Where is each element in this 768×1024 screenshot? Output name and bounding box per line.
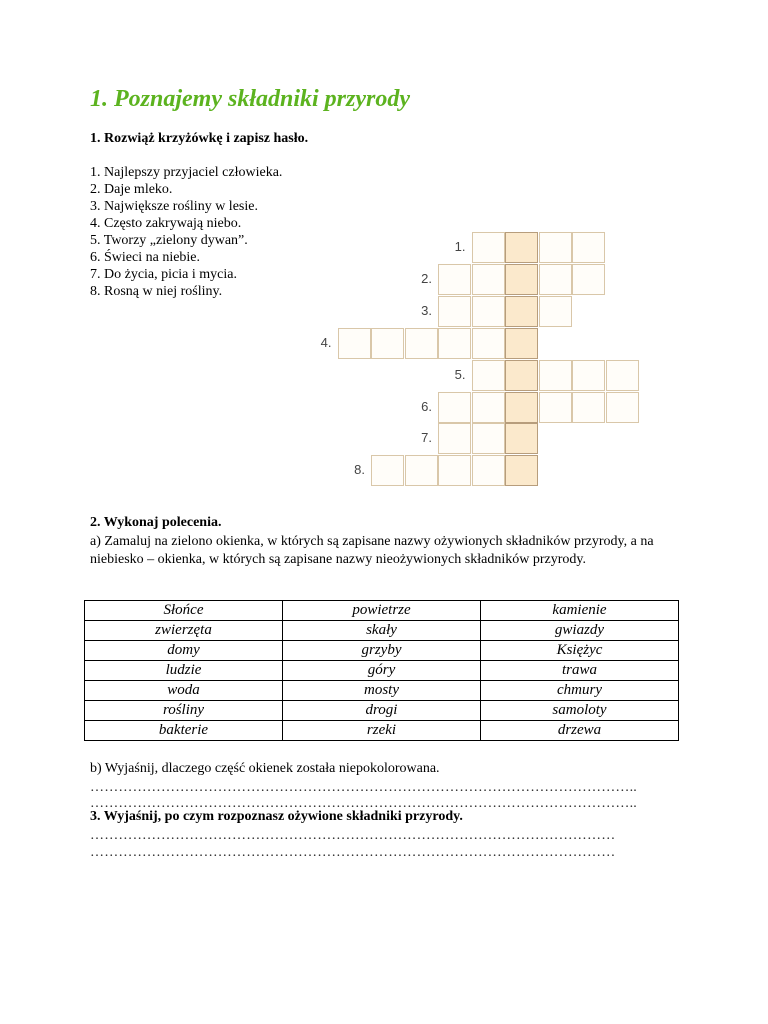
crossword-key-cell[interactable] [505, 264, 538, 295]
word-cell[interactable]: Słońce [85, 601, 283, 621]
crossword-cell[interactable] [539, 296, 572, 327]
crossword-cell[interactable] [438, 264, 471, 295]
crossword-cell[interactable] [472, 264, 505, 295]
word-cell[interactable]: ludzie [85, 661, 283, 681]
crossword-cell[interactable] [606, 360, 639, 391]
crossword-cell[interactable] [472, 455, 505, 486]
answer-line-b-2[interactable]: …………………………………………………………………………………………………….. [90, 796, 637, 811]
word-cell[interactable]: domy [85, 641, 283, 661]
word-cell[interactable]: rośliny [85, 701, 283, 721]
clue-1: 1. Najlepszy przyjaciel człowieka. [90, 165, 283, 180]
words-table [84, 600, 679, 741]
crossword-row-number: 1. [454, 239, 466, 254]
word-cell[interactable]: drogi [283, 701, 481, 721]
word-cell[interactable]: góry [283, 661, 481, 681]
word-cell[interactable]: grzyby [283, 641, 481, 661]
answer-line-b-1[interactable]: …………………………………………………………………………………………………….. [90, 780, 637, 795]
crossword-key-cell[interactable] [505, 392, 538, 423]
crossword-row-number: 8. [354, 462, 365, 478]
clue-3: 3. Największe rośliny w lesie. [90, 199, 258, 214]
crossword-key-cell[interactable] [505, 423, 538, 454]
crossword-cell[interactable] [572, 392, 605, 423]
word-cell[interactable]: drzewa [481, 721, 679, 741]
crossword-cell[interactable] [438, 328, 471, 359]
task2-heading: 2. Wykonaj polecenia. [90, 515, 222, 530]
crossword-cell[interactable] [472, 423, 505, 454]
words-table-row [85, 641, 679, 661]
clue-7: 7. Do życia, picia i mycia. [90, 267, 237, 282]
words-table-row [85, 661, 679, 681]
clue-4: 4. Często zakrywają niebo. [90, 216, 242, 231]
crossword-cell[interactable] [472, 392, 505, 423]
words-table-row [85, 721, 679, 741]
word-cell[interactable]: skały [283, 621, 481, 641]
crossword-cell[interactable] [539, 392, 572, 423]
answer-line-3-2[interactable]: ………………………………………………………………………………………………… [90, 845, 616, 860]
answer-line-3-1[interactable]: ………………………………………………………………………………………………… [90, 828, 616, 843]
crossword-cell[interactable] [606, 392, 639, 423]
crossword-cell[interactable] [371, 328, 404, 359]
clue-6: 6. Świeci na niebie. [90, 250, 201, 265]
word-cell[interactable]: Księżyc [481, 641, 679, 661]
crossword-cell[interactable] [405, 328, 438, 359]
crossword-cell[interactable] [438, 392, 471, 423]
crossword-cell[interactable] [572, 360, 605, 391]
word-cell[interactable]: chmury [481, 681, 679, 701]
crossword-key-cell[interactable] [505, 328, 538, 359]
task2-part-b-question: b) Wyjaśnij, dlaczego część okienek została niepokolorowana. [90, 761, 440, 776]
crossword-cell[interactable] [472, 328, 505, 359]
crossword-cell[interactable] [338, 328, 371, 359]
crossword-row-number: 4. [320, 334, 332, 350]
task1-heading: 1. Rozwiąż krzyżówkę i zapisz hasło. [90, 131, 309, 146]
word-cell[interactable]: mosty [283, 681, 481, 701]
crossword-cell[interactable] [539, 232, 572, 263]
crossword-cell[interactable] [539, 264, 572, 295]
crossword-key-cell[interactable] [505, 296, 538, 327]
words-table-row [85, 621, 679, 641]
crossword-cell[interactable] [472, 232, 505, 263]
crossword-cell[interactable] [405, 455, 438, 486]
clue-8: 8. Rosną w niej rośliny. [90, 284, 223, 299]
crossword-cell[interactable] [472, 360, 505, 391]
word-cell[interactable]: bakterie [85, 721, 283, 741]
crossword-cell[interactable] [472, 296, 505, 327]
clue-5: 5. Tworzy „zielony dywan”. [90, 233, 248, 248]
crossword-cell[interactable] [438, 296, 471, 327]
crossword-row-number: 7. [421, 430, 432, 446]
words-table-row [85, 701, 679, 721]
clue-2: 2. Daje mleko. [90, 182, 173, 197]
crossword-row-number: 5. [454, 366, 466, 382]
crossword-cell[interactable] [572, 264, 605, 295]
word-cell[interactable]: kamienie [481, 601, 679, 621]
word-cell[interactable]: powietrze [283, 601, 481, 621]
crossword-cell[interactable] [539, 360, 572, 391]
task2-part-a-instruction: a) Zamaluj na zielono okienka, w których są zapisane nazwy ożywionych składników przyrody, a na niebiesko – okienka, w których są zapisane nazwy nieożywionych składników przyrody. [90, 534, 654, 567]
crossword-cell[interactable] [572, 232, 605, 263]
word-cell[interactable]: samoloty [481, 701, 679, 721]
crossword-key-cell[interactable] [505, 455, 538, 486]
crossword-key-cell[interactable] [505, 232, 538, 263]
task3-heading: 3. Wyjaśnij, po czym rozpoznasz ożywione składniki przyrody. [90, 809, 463, 824]
word-cell[interactable]: gwiazdy [481, 621, 679, 641]
words-table-row [85, 601, 679, 621]
words-table-row [85, 681, 679, 701]
crossword-cell[interactable] [371, 455, 404, 486]
crossword-row-number: 2. [421, 270, 432, 286]
word-cell[interactable]: trawa [481, 661, 679, 681]
page-title: 1. Poznajemy składniki przyrody [90, 86, 411, 112]
word-cell[interactable]: woda [85, 681, 283, 701]
crossword-cell[interactable] [438, 455, 471, 486]
crossword-cell[interactable] [438, 423, 471, 454]
crossword-clues [90, 164, 282, 300]
word-cell[interactable]: rzeki [283, 721, 481, 741]
word-cell[interactable]: zwierzęta [85, 621, 283, 641]
crossword-key-cell[interactable] [505, 360, 538, 391]
crossword-row-number: 6. [421, 398, 432, 414]
crossword-row-number: 3. [421, 302, 432, 318]
